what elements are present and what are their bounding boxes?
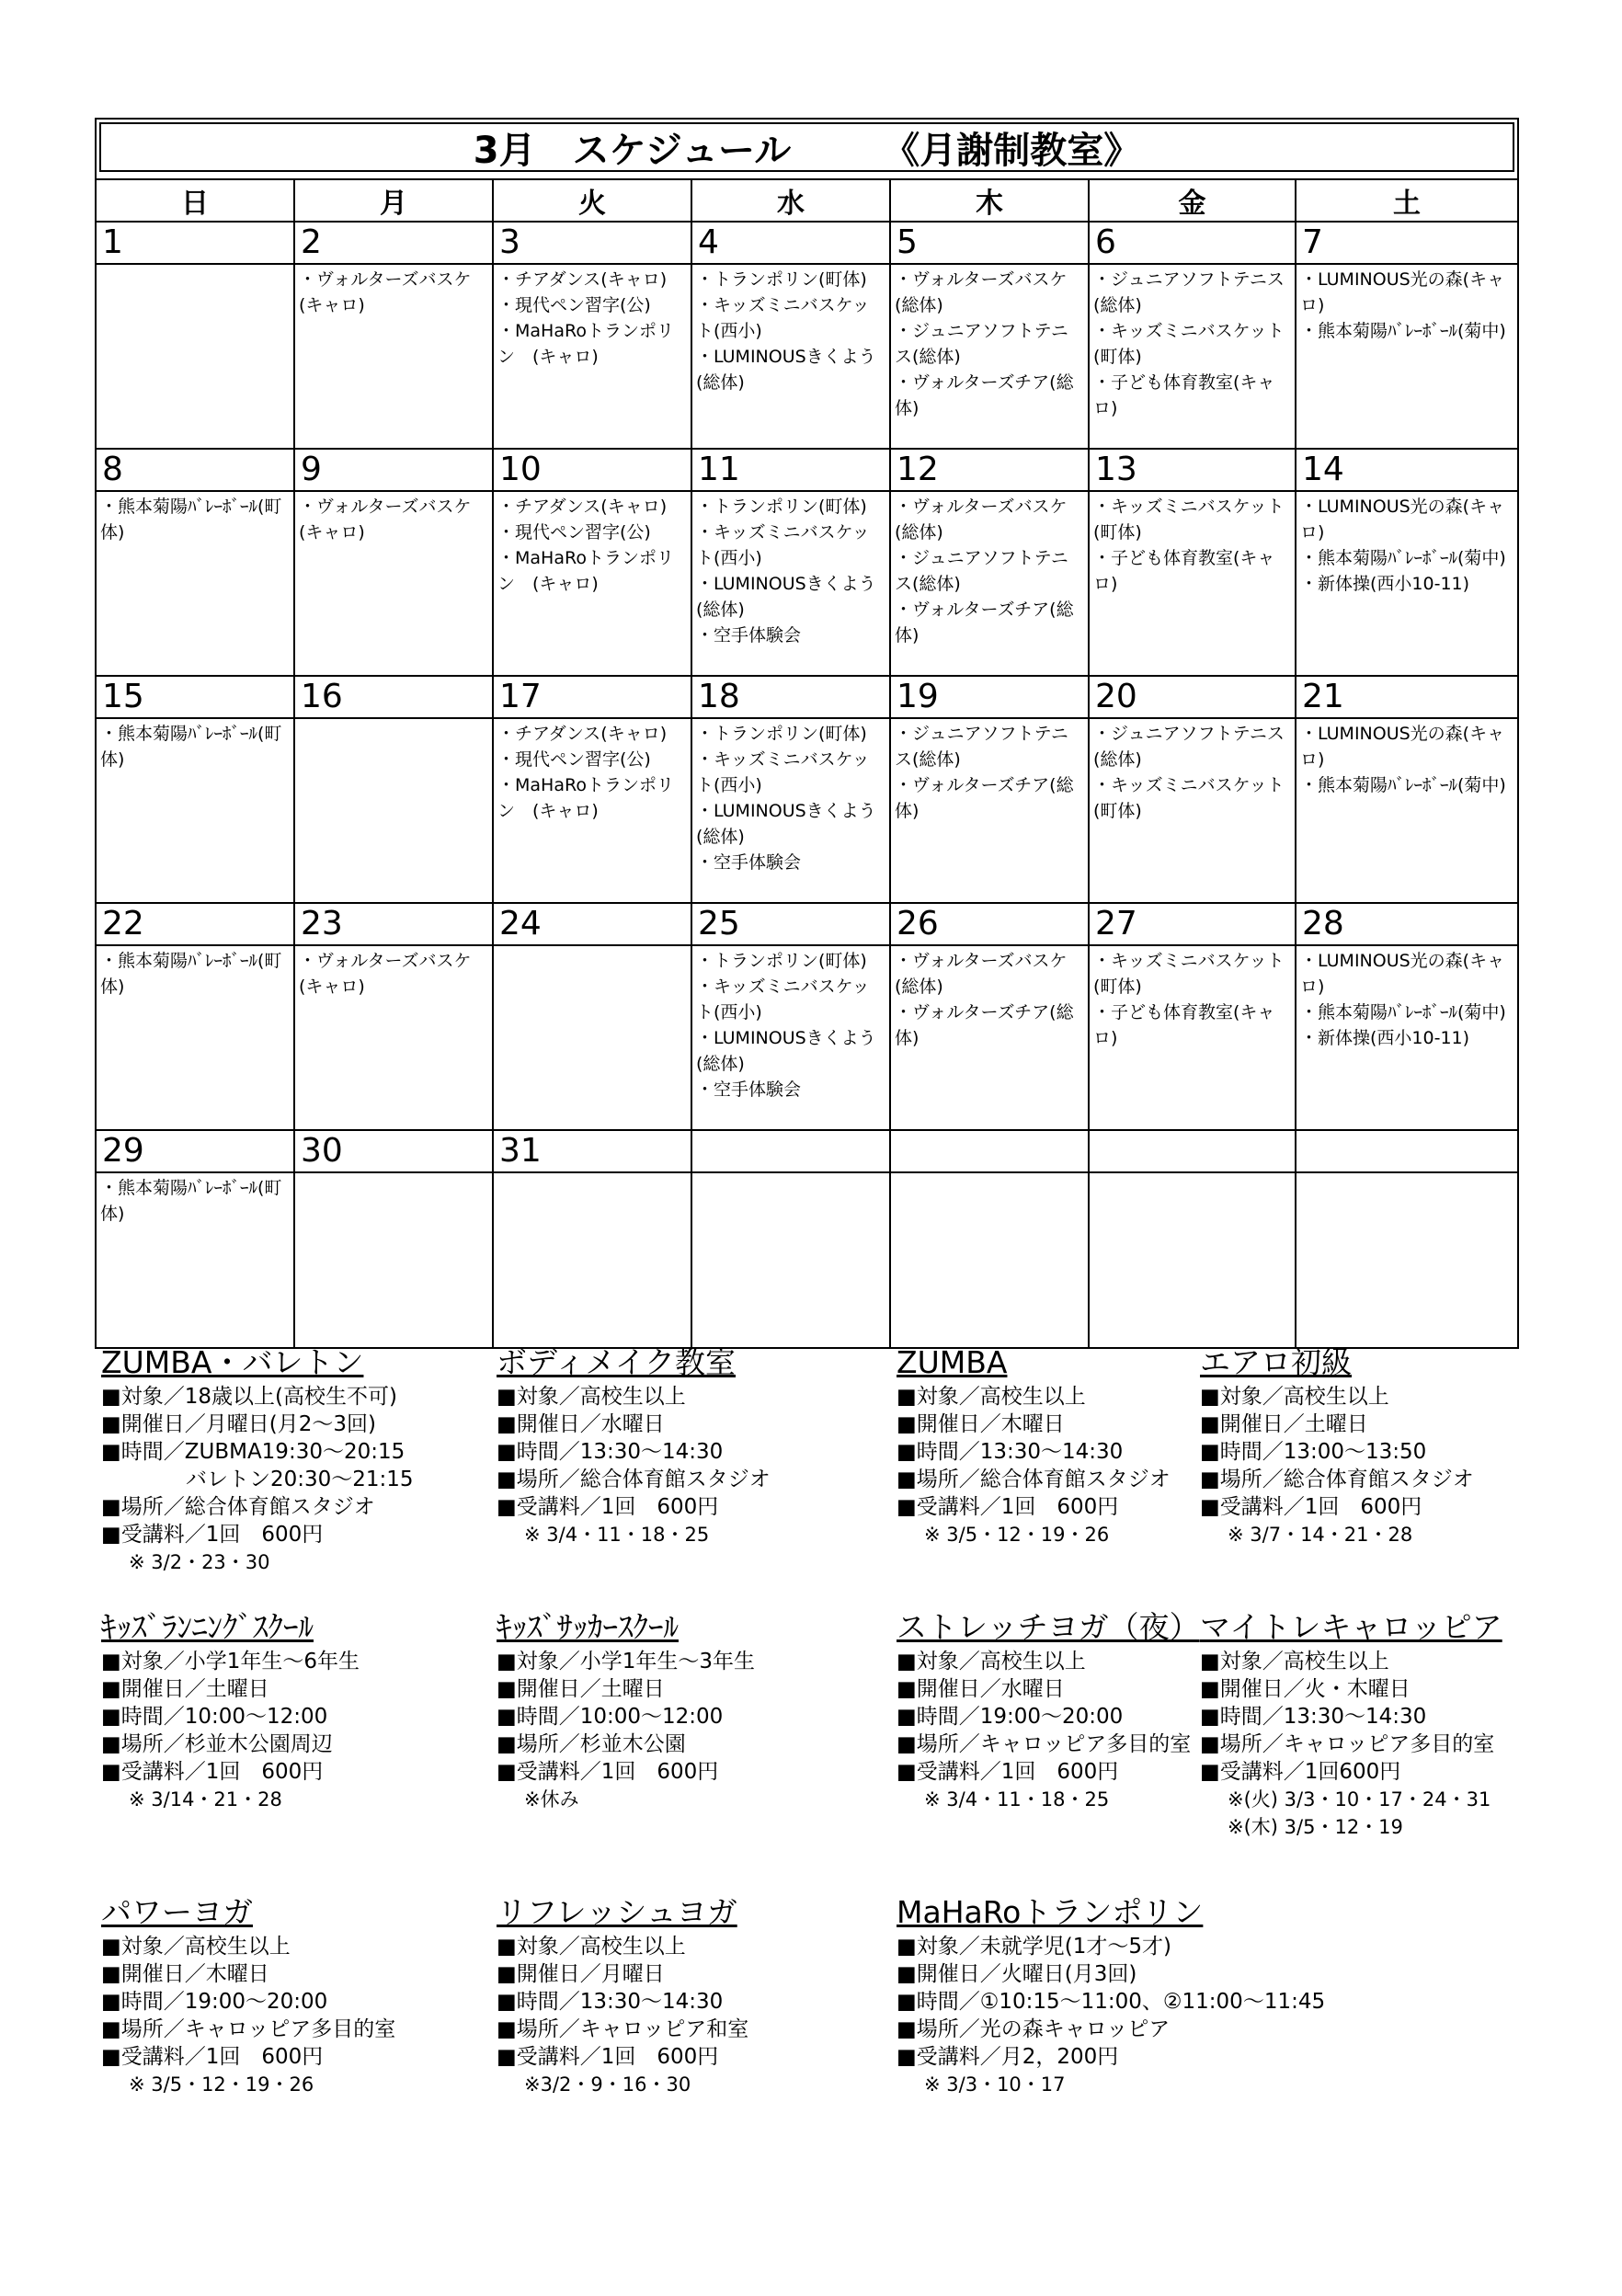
day-events (890, 264, 1089, 449)
day-number: 25 (691, 903, 890, 945)
day-events (691, 945, 890, 1130)
event-item: ・熊本菊陽ﾊﾞﾚｰﾎﾞｰﾙ(菊中) (1300, 775, 1506, 795)
event-item: ・ヴォルターズチア(総体) (895, 600, 1074, 645)
event-item: ・熊本菊陽ﾊﾞﾚｰﾎﾞｰﾙ(菊中) (1300, 321, 1506, 341)
week-events-row (96, 491, 1518, 676)
class-detail-line: ■受講料／1回 600円 (497, 2045, 719, 2069)
class-detail-line: ■対象／高校生以上 (1200, 1650, 1389, 1673)
week-events-row (96, 1172, 1518, 1348)
day-number: 27 (1089, 903, 1296, 945)
class-dates-note: ※(木) 3/5・12・19 (1228, 1816, 1403, 1838)
class-detail-line: ■受講料／1回 600円 (497, 1495, 719, 1519)
event-item: ・ヴォルターズチア(総体) (895, 775, 1074, 821)
day-number: 13 (1089, 449, 1296, 491)
event-item: ・LUMINOUSきくよう(総体) (696, 574, 876, 620)
class-title: MaHaRoトランポリン (897, 1894, 1204, 1930)
event-item: ・チアダンス(キャロ) (497, 497, 668, 517)
class-detail-line: ■時間／13:30～14:30 (897, 1440, 1124, 1464)
class-detail-line: ■受講料／1回 600円 (1200, 1495, 1422, 1519)
class-block (497, 1894, 748, 2098)
class-dates-note: ※ 3/14・21・28 (129, 1788, 282, 1811)
class-title: ストレッチヨガ（夜） (897, 1609, 1200, 1645)
day-number: 6 (1089, 222, 1296, 264)
class-title: ZUMBA・バレトン (101, 1344, 364, 1380)
event-item: ・空手体験会 (696, 1079, 802, 1100)
event-item: ・熊本菊陽ﾊﾞﾚｰﾎﾞｰﾙ(菊中) (1300, 548, 1506, 568)
day-events (1296, 264, 1518, 449)
weekday-tue: 火 (493, 179, 691, 222)
day-events (691, 491, 890, 676)
day-number: 5 (890, 222, 1089, 264)
day-events (493, 945, 691, 1130)
class-detail-line: ■対象／高校生以上 (101, 1935, 291, 1959)
class-dates-note: ※ 3/4・11・18・25 (924, 1788, 1110, 1811)
day-events (890, 718, 1089, 903)
class-detail-line: ■受講料／1回 600円 (101, 1523, 324, 1547)
class-detail-line: ■開催日／木曜日 (897, 1412, 1065, 1436)
day-events (890, 1172, 1089, 1348)
title-month: 3月 スケジュール (473, 129, 792, 172)
class-dates-note: ※ 3/7・14・21・28 (1228, 1524, 1413, 1546)
event-item: ・現代ペン習字(公) (497, 749, 651, 770)
event-item: ・現代ペン習字(公) (497, 295, 651, 315)
event-item: ・ヴォルターズバスケ(総体) (895, 951, 1068, 997)
weekday-thu: 木 (890, 179, 1089, 222)
class-detail-line: ■対象／未就学児(1才～5才) (897, 1935, 1171, 1959)
week-number-row (96, 903, 1518, 945)
class-detail-line: ■時間／13:30～14:30 (497, 1440, 724, 1464)
event-item: ・ヴォルターズチア(総体) (895, 1002, 1074, 1048)
event-item: ・チアダンス(キャロ) (497, 724, 668, 744)
event-item: ・LUMINOUSきくよう(総体) (696, 801, 876, 847)
class-title: ボディメイク教室 (497, 1344, 737, 1380)
class-dates-note: ※ 3/5・12・19・26 (924, 1524, 1110, 1546)
day-events (294, 718, 493, 903)
day-number: 1 (96, 222, 294, 264)
class-dates-note: ※ 3/5・12・19・26 (129, 2073, 314, 2096)
event-item: ・トランポリン(町体) (696, 951, 867, 971)
day-number: 29 (96, 1130, 294, 1172)
class-detail-line: ■場所／総合体育館スタジオ (101, 1495, 375, 1519)
day-events (294, 491, 493, 676)
weekday-mon: 月 (294, 179, 493, 222)
week-events-row (96, 718, 1518, 903)
event-item: ・子ども体育教室(キャロ) (1093, 1002, 1275, 1048)
day-events (1296, 491, 1518, 676)
event-item: ・MaHaRoトランポリン (キャロ) (497, 321, 674, 367)
week-number-row (96, 222, 1518, 264)
event-item: ・キッズミニバスケット(西小) (696, 749, 870, 795)
class-title: マイトレキャロッピア (1200, 1609, 1502, 1645)
class-detail-line: ■開催日／水曜日 (497, 1412, 665, 1436)
day-number: 4 (691, 222, 890, 264)
class-detail-line: バレトン20:30～21:15 (101, 1468, 414, 1491)
class-detail-line: ■開催日／土曜日 (497, 1677, 665, 1701)
week-number-row (96, 1130, 1518, 1172)
class-detail-line: ■開催日／土曜日 (1200, 1412, 1368, 1436)
event-item: ・ヴォルターズバスケ(総体) (895, 269, 1068, 315)
class-block (897, 1344, 1171, 1548)
weekday-header-row (96, 179, 1518, 222)
event-item: ・ジュニアソフトテニス(総体) (895, 548, 1068, 594)
day-number (890, 1130, 1089, 1172)
event-item: ・ジュニアソフトテニス(総体) (895, 724, 1068, 770)
class-title: パワーヨガ (101, 1894, 253, 1930)
day-number: 15 (96, 676, 294, 718)
event-item: ・新体操(西小10-11) (1300, 574, 1470, 594)
class-detail-line: ■受講料／1回600円 (1200, 1760, 1401, 1784)
day-events (294, 1172, 493, 1348)
class-detail-line: ■時間／13:30～14:30 (1200, 1705, 1427, 1729)
day-number: 11 (691, 449, 890, 491)
week-number-row (96, 676, 1518, 718)
event-item: ・キッズミニバスケット(町体) (1093, 497, 1285, 543)
calendar-title-cell (96, 119, 1518, 179)
event-item: ・トランポリン(町体) (696, 269, 867, 290)
calendar-title (99, 122, 1514, 172)
event-item: ・キッズミニバスケット(西小) (696, 977, 870, 1022)
class-detail-line: ■場所／キャロッピア多目的室 (101, 2017, 396, 2041)
weekday-sat: 土 (1296, 179, 1518, 222)
weekday-sun: 日 (96, 179, 294, 222)
event-item: ・LUMINOUSきくよう(総体) (696, 347, 876, 393)
class-detail-line: ■受講料／1回 600円 (897, 1760, 1119, 1784)
event-item: ・熊本菊陽ﾊﾞﾚｰﾎﾞｰﾙ(町体) (100, 1178, 282, 1224)
calendar-table (95, 118, 1519, 1349)
event-item: ・チアダンス(キャロ) (497, 269, 668, 290)
class-block (897, 1609, 1200, 1813)
event-item: ・ヴォルターズバスケ(総体) (895, 497, 1068, 543)
day-events (493, 264, 691, 449)
day-number: 7 (1296, 222, 1518, 264)
event-item: ・LUMINOUSきくよう(総体) (696, 1028, 876, 1074)
class-detail-line: ■時間／10:00～12:00 (101, 1705, 328, 1729)
day-number: 12 (890, 449, 1089, 491)
day-events (1296, 1172, 1518, 1348)
day-events (294, 264, 493, 449)
day-events (96, 1172, 294, 1348)
day-events (96, 491, 294, 676)
week-events-row (96, 264, 1518, 449)
class-detail-line: ■場所／キャロッピア和室 (497, 2017, 749, 2041)
event-item: ・MaHaRoトランポリン (キャロ) (497, 775, 674, 821)
event-item: ・熊本菊陽ﾊﾞﾚｰﾎﾞｰﾙ(町体) (100, 951, 282, 997)
class-title: エアロ初級 (1200, 1344, 1352, 1380)
class-detail-line: ■時間／19:00～20:00 (101, 1990, 328, 2014)
day-events (691, 718, 890, 903)
event-item: ・新体操(西小10-11) (1300, 1028, 1470, 1048)
event-item: ・ジュニアソフトテニス(総体) (1093, 724, 1285, 770)
day-number: 23 (294, 903, 493, 945)
event-item: ・子ども体育教室(キャロ) (1093, 548, 1275, 594)
class-detail-line: ■場所／総合体育館スタジオ (497, 1468, 771, 1491)
day-events (1296, 945, 1518, 1130)
day-number: 20 (1089, 676, 1296, 718)
day-number: 24 (493, 903, 691, 945)
class-title: ZUMBA (897, 1344, 1008, 1380)
event-item: ・ヴォルターズバスケ(キャロ) (299, 497, 472, 543)
day-number: 26 (890, 903, 1089, 945)
class-block (897, 1894, 1325, 2098)
class-detail-line: ■場所／杉並木公園周辺 (101, 1732, 333, 1756)
event-item: ・キッズミニバスケット(町体) (1093, 321, 1285, 367)
event-item: ・トランポリン(町体) (696, 724, 867, 744)
day-number: 18 (691, 676, 890, 718)
class-dates-note: ※ 3/4・11・18・25 (524, 1524, 710, 1546)
class-detail-line: ■開催日／木曜日 (101, 1962, 269, 1986)
day-number: 2 (294, 222, 493, 264)
week-events-row (96, 945, 1518, 1130)
title-kind: 《月謝制教室》 (883, 129, 1141, 172)
class-block (101, 1894, 395, 2098)
event-item: ・熊本菊陽ﾊﾞﾚｰﾎﾞｰﾙ(菊中) (1300, 1002, 1506, 1022)
event-item: ・キッズミニバスケット(西小) (696, 295, 870, 341)
event-item: ・LUMINOUS光の森(キャロ) (1300, 497, 1505, 543)
event-item: ・キッズミニバスケット(西小) (696, 522, 870, 568)
day-number: 16 (294, 676, 493, 718)
class-detail-line: ■対象／18歳以上(高校生不可) (101, 1385, 397, 1409)
day-number: 31 (493, 1130, 691, 1172)
day-number (1296, 1130, 1518, 1172)
day-events (691, 264, 890, 449)
event-item: ・ジュニアソフトテニス(総体) (1093, 269, 1285, 315)
class-detail-line: ■時間／13:00～13:50 (1200, 1440, 1427, 1464)
event-item: ・熊本菊陽ﾊﾞﾚｰﾎﾞｰﾙ(町体) (100, 724, 282, 770)
class-detail-line: ■対象／小学1年生～3年生 (497, 1650, 755, 1673)
week-number-row (96, 449, 1518, 491)
event-item: ・LUMINOUS光の森(キャロ) (1300, 951, 1505, 997)
class-detail-line: ■対象／小学1年生～6年生 (101, 1650, 360, 1673)
day-events (890, 945, 1089, 1130)
class-block (1200, 1344, 1474, 1548)
day-events (493, 1172, 691, 1348)
calendar-container (95, 118, 1517, 1349)
day-events (1089, 264, 1296, 449)
day-number: 28 (1296, 903, 1518, 945)
class-block (101, 1609, 360, 1813)
class-detail-line: ■時間／13:30～14:30 (497, 1990, 724, 2014)
class-detail-line: ■場所／総合体育館スタジオ (1200, 1468, 1474, 1491)
class-detail-line: ■場所／キャロッピア多目的室 (1200, 1732, 1495, 1756)
day-number (691, 1130, 890, 1172)
class-detail-line: ■対象／高校生以上 (897, 1650, 1086, 1673)
day-events (294, 945, 493, 1130)
day-events (1089, 491, 1296, 676)
day-events (1296, 718, 1518, 903)
class-detail-line: ■時間／19:00～20:00 (897, 1705, 1124, 1729)
day-events (493, 491, 691, 676)
event-item: ・MaHaRoトランポリン (キャロ) (497, 548, 674, 594)
class-detail-line: ■受講料／1回 600円 (101, 2045, 324, 2069)
day-number: 30 (294, 1130, 493, 1172)
event-item: ・LUMINOUS光の森(キャロ) (1300, 724, 1505, 770)
weekday-fri: 金 (1089, 179, 1296, 222)
event-item: ・熊本菊陽ﾊﾞﾚｰﾎﾞｰﾙ(町体) (100, 497, 282, 543)
class-detail-line: ■開催日／土曜日 (101, 1677, 269, 1701)
class-detail-line: ■時間／ZUBMA19:30～20:15 (101, 1440, 406, 1464)
class-detail-line: ■開催日／火・木曜日 (1200, 1677, 1411, 1701)
class-detail-line: ■開催日／月曜日 (497, 1962, 665, 1986)
class-detail-line: ■対象／高校生以上 (497, 1935, 686, 1959)
day-number: 3 (493, 222, 691, 264)
day-events (691, 1172, 890, 1348)
day-events (96, 718, 294, 903)
class-detail-line: ■対象／高校生以上 (897, 1385, 1086, 1409)
class-detail-line: ■受講料／1回 600円 (897, 1495, 1119, 1519)
event-item: ・キッズミニバスケット(町体) (1093, 951, 1285, 997)
class-detail-line: ■場所／杉並木公園 (497, 1732, 686, 1756)
day-events (493, 718, 691, 903)
day-number: 21 (1296, 676, 1518, 718)
class-detail-line: ■対象／高校生以上 (497, 1385, 686, 1409)
day-number: 19 (890, 676, 1089, 718)
class-detail-line: ■開催日／水曜日 (897, 1677, 1065, 1701)
class-dates-note: ※休み (524, 1788, 579, 1811)
class-block (1200, 1609, 1502, 1841)
event-item: ・ジュニアソフトテニス(総体) (895, 321, 1068, 367)
class-dates-note: ※ 3/2・23・30 (129, 1551, 270, 1573)
class-block (497, 1609, 755, 1813)
event-item: ・子ども体育教室(キャロ) (1093, 372, 1275, 418)
class-detail-line: ■受講料／1回 600円 (497, 1760, 719, 1784)
class-block (497, 1344, 771, 1548)
class-detail-line: ■受講料／月2，200円 (897, 2045, 1119, 2069)
day-number (1089, 1130, 1296, 1172)
class-detail-line: ■開催日／火曜日(月3回) (897, 1962, 1137, 1986)
day-events (96, 945, 294, 1130)
event-item: ・ヴォルターズチア(総体) (895, 372, 1074, 418)
class-detail-line: ■場所／キャロッピア多目的室 (897, 1732, 1192, 1756)
class-detail-line: ■時間／①10:15～11:00、②11:00～11:45 (897, 1990, 1326, 2014)
class-detail-line: ■場所／総合体育館スタジオ (897, 1468, 1171, 1491)
event-item: ・キッズミニバスケット(町体) (1093, 775, 1285, 821)
day-events (96, 264, 294, 449)
event-item: ・ヴォルターズバスケ(キャロ) (299, 269, 472, 315)
event-item: ・トランポリン(町体) (696, 497, 867, 517)
day-events (1089, 718, 1296, 903)
day-number: 10 (493, 449, 691, 491)
weekday-wed: 水 (691, 179, 890, 222)
day-events (1089, 945, 1296, 1130)
event-item: ・現代ペン習字(公) (497, 522, 651, 543)
class-title: ｷｯｽﾞﾗﾝﾆﾝｸﾞｽｸｰﾙ (101, 1609, 314, 1645)
day-events (890, 491, 1089, 676)
class-detail-line: ■場所／光の森キャロッピア (897, 2017, 1171, 2041)
class-detail-line: ■開催日／月曜日(月2～3回) (101, 1412, 376, 1436)
class-block (101, 1344, 414, 1576)
class-title: リフレッシュヨガ (497, 1894, 737, 1930)
day-number: 9 (294, 449, 493, 491)
day-number: 14 (1296, 449, 1518, 491)
class-dates-note: ※ 3/3・10・17 (924, 2073, 1066, 2096)
calendar-body (96, 222, 1518, 1348)
class-detail-line: ■受講料／1回 600円 (101, 1760, 324, 1784)
class-dates-note: ※(火) 3/3・10・17・24・31 (1228, 1788, 1491, 1811)
day-number: 8 (96, 449, 294, 491)
day-number: 17 (493, 676, 691, 718)
day-events (1089, 1172, 1296, 1348)
class-dates-note: ※3/2・9・16・30 (524, 2073, 691, 2096)
event-item: ・ヴォルターズバスケ(キャロ) (299, 951, 472, 997)
event-item: ・空手体験会 (696, 852, 802, 873)
class-detail-line: ■時間／10:00～12:00 (497, 1705, 724, 1729)
class-title: ｷｯｽﾞｻｯｶｰｽｸｰﾙ (497, 1609, 679, 1645)
event-item: ・空手体験会 (696, 625, 802, 645)
class-detail-line: ■対象／高校生以上 (1200, 1385, 1389, 1409)
event-item: ・LUMINOUS光の森(キャロ) (1300, 269, 1505, 315)
day-number: 22 (96, 903, 294, 945)
